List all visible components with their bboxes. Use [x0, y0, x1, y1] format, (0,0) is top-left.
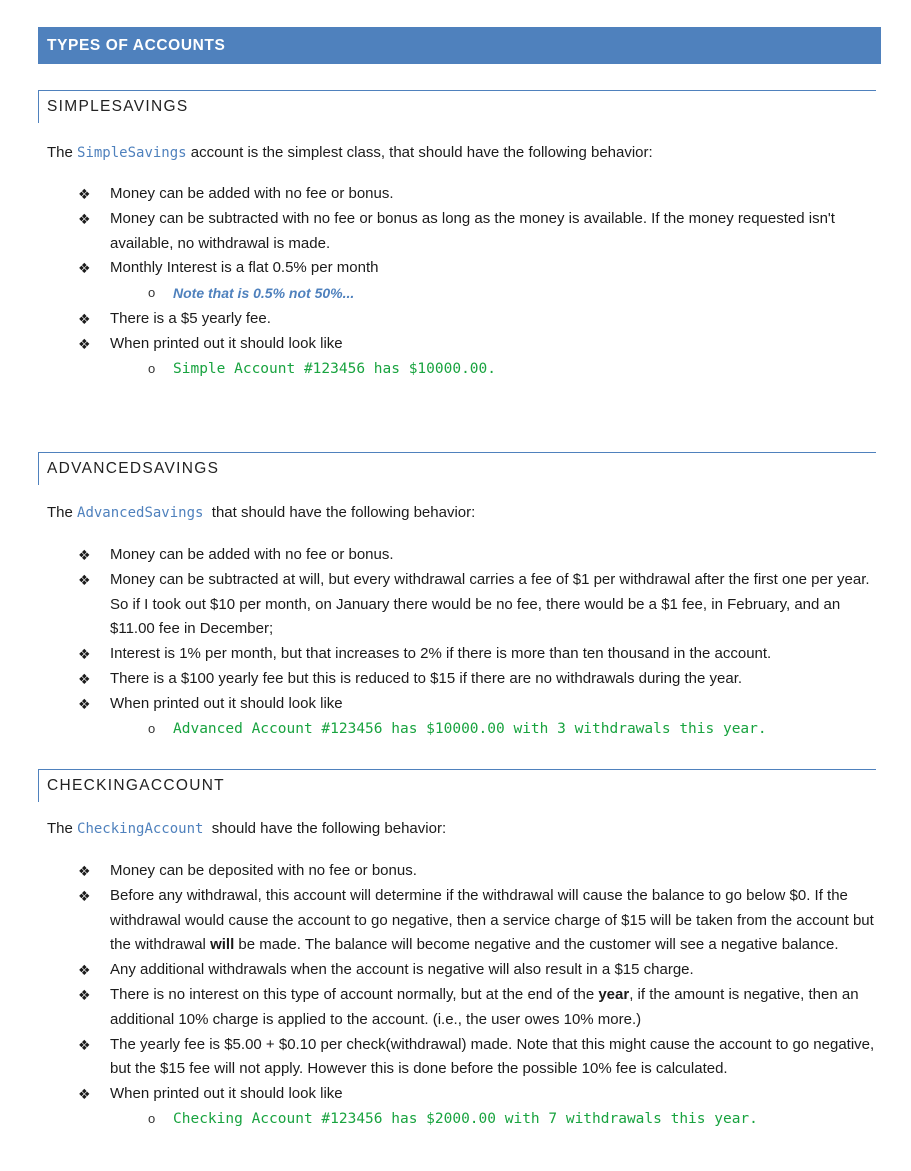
diamond-bullet-icon: ❖ [78, 260, 91, 277]
sub-list-item [110, 281, 878, 307]
list-item: ❖ Any additional withdrawals when the account is negative will also result in a $15 charge. [78, 958, 878, 983]
emphasis-will: will [210, 936, 235, 954]
checkingaccount-behavior-list [78, 859, 878, 1132]
class-name-advancedsavings: AdvancedSavings [77, 505, 204, 521]
list-item: ❖ There is a $100 yearly fee but this is reduced to $15 if there are no withdrawals during the year. [78, 667, 878, 692]
simplesavings-behavior-list [78, 182, 878, 381]
list-item: ❖ Before any withdrawal, this account will determine if the withdrawal will cause the balance to go below $0. If the withdrawal would cause the account to go negative, then a service charge of $15 will be taken from the account but the withdrawal will be made. The balance will become negative and the customer will see a negative balance. [78, 884, 878, 958]
class-name-checkingaccount: CheckingAccount [77, 821, 204, 837]
list-item: ❖ Money can be subtracted at will, but every withdrawal carries a fee of $1 per withdrawal after the first one per year. So if I took out $10 per month, on January there would be no fee, there would be a $1 fee, in February, and an $11.00 fee in December; [78, 568, 878, 642]
advancedsavings-intro: The AdvancedSavings that should have the following behavior: [47, 504, 476, 521]
class-name-simplesavings: SimpleSavings [77, 145, 187, 161]
interest-note: Note that is 0.5% not 50%... [173, 285, 355, 302]
list-item: ❖ The yearly fee is $5.00 + $0.10 per check(withdrawal) made. Note that this might cause the account to go negative, but the $15 fee will not apply. However this is done before the possible 10% fee is calculated. [78, 1033, 878, 1083]
list-item: ❖ When printed out it should look like o Advanced Account #123456 has $10000.00 with 3 withdrawals this year. [78, 692, 878, 742]
diamond-bullet-icon: ❖ [78, 887, 91, 904]
list-item: ❖ There is no interest on this type of account normally, but at the end of the year, if the amount is negative, then an additional 10% charge is applied to the account. (i.e., the user owes 10% more.) [78, 983, 878, 1033]
advanced-output-example: Advanced Account #123456 has $10000.00 with 3 withdrawals this year. [173, 720, 767, 737]
circle-bullet-icon: o [148, 720, 156, 736]
checking-output-example: Checking Account #123456 has $2000.00 with 7 withdrawals this year. [173, 1110, 758, 1127]
sub-list-item [110, 1107, 878, 1132]
list-item: ❖ Money can be deposited with no fee or bonus. [78, 859, 878, 884]
diamond-bullet-icon: ❖ [78, 186, 91, 202]
sub-list-item [110, 357, 878, 382]
list-item: ❖ Money can be added with no fee or bonus. [78, 543, 878, 568]
checkingaccount-intro: The CheckingAccount should have the following behavior: [47, 820, 447, 837]
list-item: ❖ When printed out it should look like o Checking Account #123456 has $2000.00 with 7 withdrawals this year. [78, 1082, 878, 1132]
diamond-bullet-icon: ❖ [78, 986, 91, 1003]
advancedsavings-behavior-list [78, 543, 878, 741]
sub-list-item [110, 717, 878, 742]
diamond-bullet-icon: ❖ [78, 1036, 91, 1053]
list-item: ❖ Money can be subtracted with no fee or bonus as long as the money is available. If the money requested isn't available, no withdrawal is made. [78, 207, 878, 257]
diamond-bullet-icon: ❖ [78, 571, 91, 588]
diamond-bullet-icon: ❖ [78, 547, 91, 563]
diamond-bullet-icon: ❖ [78, 863, 91, 879]
section-heading-simplesavings: SIMPLESAVINGS [38, 90, 876, 123]
diamond-bullet-icon: ❖ [78, 695, 91, 712]
section-heading-checkingaccount: CHECKINGACCOUNT [38, 769, 876, 802]
diamond-bullet-icon: ❖ [78, 335, 91, 352]
list-item: ❖ Money can be added with no fee or bonus. [78, 182, 878, 207]
circle-bullet-icon: o [148, 285, 156, 301]
list-item: ❖ Interest is 1% per month, but that increases to 2% if there is more than ten thousand in the account. [78, 642, 878, 667]
section-heading-advancedsavings: ADVANCEDSAVINGS [38, 452, 876, 485]
diamond-bullet-icon: ❖ [78, 670, 91, 687]
simplesavings-intro: The SimpleSavings account is the simplest class, that should have the following behavior: [47, 144, 653, 161]
diamond-bullet-icon: ❖ [78, 646, 91, 663]
diamond-bullet-icon: ❖ [78, 310, 91, 327]
diamond-bullet-icon: ❖ [78, 962, 91, 979]
list-item: ❖ When printed out it should look like o Simple Account #123456 has $10000.00. [78, 332, 878, 382]
emphasis-year: year [598, 985, 630, 1003]
list-item: ❖ Monthly Interest is a flat 0.5% per month o Note that is 0.5% not 50%... [78, 256, 878, 307]
diamond-bullet-icon: ❖ [78, 210, 91, 227]
simple-output-example: Simple Account #123456 has $10000.00. [173, 360, 497, 377]
diamond-bullet-icon: ❖ [78, 1086, 91, 1103]
circle-bullet-icon: o [148, 1110, 156, 1126]
list-item: ❖ There is a $5 yearly fee. [78, 307, 878, 332]
circle-bullet-icon: o [148, 360, 156, 376]
page-title-banner: TYPES OF ACCOUNTS [38, 27, 881, 64]
